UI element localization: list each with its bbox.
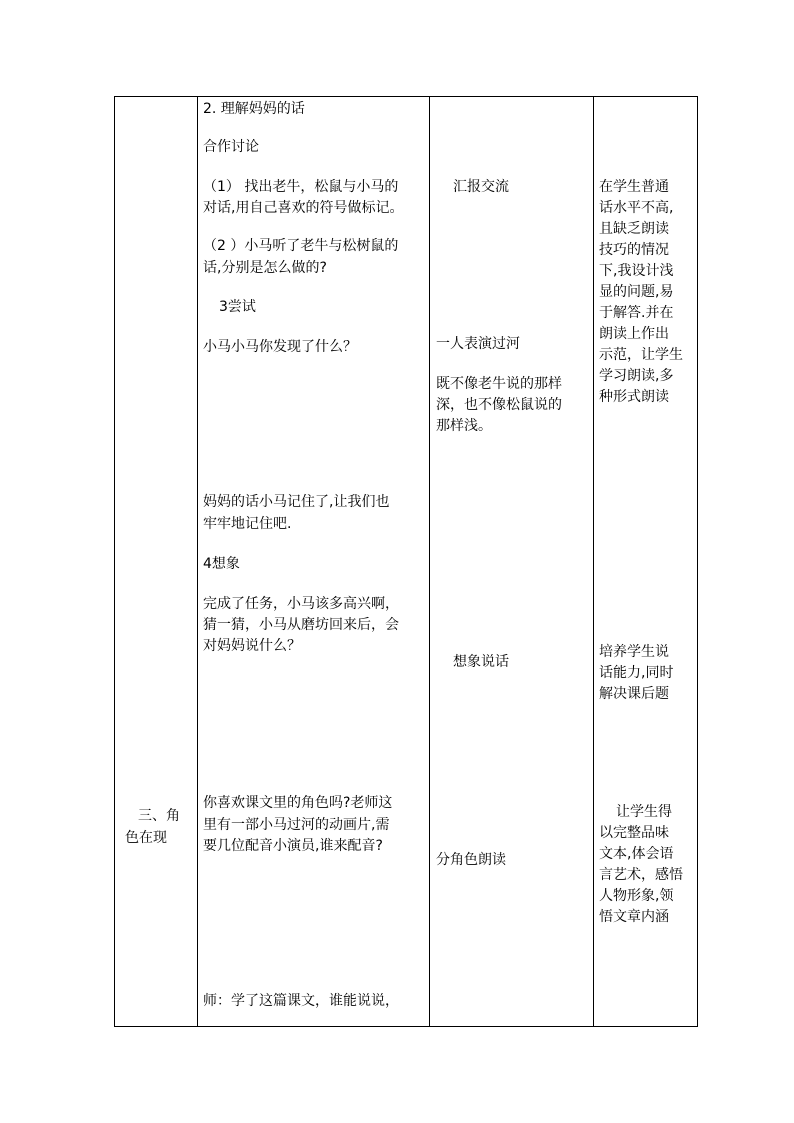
design-intent-line: 下,我设计浅 — [599, 263, 674, 279]
activity-text: （2 ）小马听了老牛与松树鼠的 — [203, 238, 399, 254]
student-activity-text: 汇报交流 — [453, 179, 509, 195]
activity-text: 你喜欢课文里的角色吗?老师这 — [203, 795, 393, 811]
activity-text: 话,分别是怎么做的? — [203, 260, 327, 276]
student-activity-text: 想象说话 — [453, 654, 509, 670]
activity-text: 合作讨论 — [203, 139, 259, 155]
step-heading: 4想象 — [203, 556, 240, 572]
design-intent-line: 在学生普通 — [599, 179, 669, 195]
step-heading: 2. 理解妈妈的话 — [203, 101, 305, 117]
activity-text: 猜一猜，小马从磨坊回来后，会 — [203, 617, 399, 633]
step-heading: 3尝试 — [219, 299, 256, 315]
design-intent-line: 话水平不高, — [599, 200, 674, 216]
design-intent-line: 且缺乏朗读 — [599, 221, 669, 237]
design-intent-line: 种形式朗读 — [599, 389, 669, 405]
lesson-plan-table — [114, 96, 698, 1027]
activity-text: 师：学了这篇课文，谁能说说， — [203, 993, 399, 1009]
activity-text: （1） 找出老牛，松鼠与小马的 — [203, 179, 399, 195]
activity-text: 里有一部小马过河的动画片,需 — [203, 817, 390, 833]
student-activity-text: 既不像老牛说的那样 — [436, 376, 562, 392]
design-intent-line: 文本,体会语 — [599, 846, 674, 862]
student-activity-text: 分角色朗读 — [436, 852, 506, 868]
column-divider — [197, 97, 198, 1026]
design-intent-line: 技巧的情况 — [599, 242, 669, 258]
stage-label: 三、角 — [138, 808, 180, 824]
student-activity-text: 那样浅。 — [436, 418, 492, 434]
activity-text: 对话,用自己喜欢的符号做标记。 — [203, 200, 404, 216]
design-intent-line: 人物形象,领 — [599, 888, 674, 904]
design-intent-line: 于解答.并在 — [599, 305, 674, 321]
design-intent-line: 朗读上作出 — [599, 326, 669, 342]
design-intent-line: 示范，让学生 — [599, 347, 683, 363]
design-intent-line: 解决课后题 — [599, 686, 669, 702]
activity-text: 妈妈的话小马记住了,让我们也 — [203, 494, 390, 510]
activity-text: 完成了任务，小马该多高兴啊， — [203, 596, 399, 612]
stage-label: 色在现 — [125, 830, 167, 846]
column-divider — [593, 97, 594, 1026]
student-activity-text: 深，也不像松鼠说的 — [436, 397, 562, 413]
design-intent-line: 让学生得 — [616, 804, 672, 820]
column-divider — [429, 97, 430, 1026]
design-intent-line: 话能力,同时 — [599, 665, 674, 681]
design-intent-line: 言艺术，感悟 — [599, 867, 683, 883]
activity-text: 牢牢地记住吧. — [203, 516, 292, 532]
activity-text: 对妈妈说什么？ — [203, 638, 301, 654]
design-intent-line: 悟文章内涵 — [599, 909, 669, 925]
activity-text: 小马小马你发现了什么？ — [203, 339, 357, 355]
design-intent-line: 培养学生说 — [599, 644, 669, 660]
student-activity-text: 一人表演过河 — [436, 336, 520, 352]
design-intent-line: 以完整品味 — [599, 825, 669, 841]
design-intent-line: 学习朗读,多 — [599, 368, 674, 384]
activity-text: 要几位配音小演员,谁来配音? — [203, 838, 383, 854]
design-intent-line: 显的问题,易 — [599, 284, 674, 300]
